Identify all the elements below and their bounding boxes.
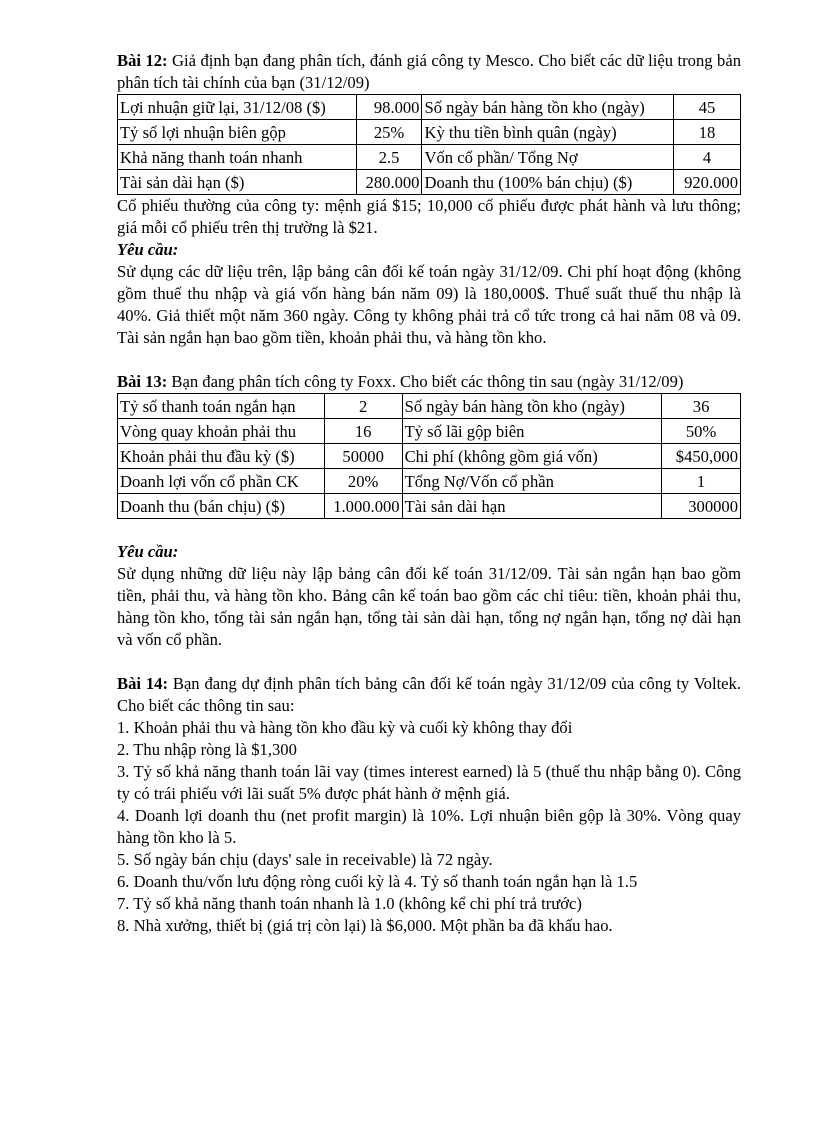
table-row [118,444,741,469]
bai14-intro-text: Bạn đang dự định phân tích bảng cân đối kế toán ngày 31/12/09 của công ty Voltek. Cho biết các thông tin sau: [117,674,741,715]
table-cell: Tỷ số lợi nhuận biên gộp [118,120,357,145]
list-item: 8. Nhà xưởng, thiết bị (giá trị còn lại) là $6,000. Một phần ba đã khấu hao. [117,916,613,935]
table-row [118,145,741,170]
table-cell: Số ngày bán hàng tồn kho (ngày) [402,394,662,419]
table-cell: 300000 [662,494,741,519]
table-row [118,170,741,195]
bai13-intro-text: Bạn đang phân tích công ty Foxx. Cho biết các thông tin sau (ngày 31/12/09) [167,372,684,391]
table-cell: 16 [324,419,402,444]
bai12-requirement-text: Sử dụng các dữ liệu trên, lập bảng cân đối kế toán ngày 31/12/09. Chi phí hoạt động (không gồm thuế thu nhập và giá vốn hàng bán năm 09) là 180,000$. Thuế suất thuế thu nhập là 40%. Giả thiết một năm 360 ngày. Công ty không phải trả cổ tức trong cả hai năm 08 và 09. Tài sản ngắn hạn bao gồm tiền, khoản phải thu, và hàng tồn kho. [117,262,741,347]
bai13-requirement-text: Sử dụng những dữ liệu này lập bảng cân đối kế toán 31/12/09. Tài sản ngắn hạn bao gồm tiền, phải thu, và hàng tồn kho. Bảng cân kế toán bao gồm các chỉ tiêu: tiền, khoản phải thu, hàng tồn kho, tổng tài sản ngắn hạn, tổng tài sản dài hạn, tổng nợ ngắn hạn, tổng nợ dài hạn và vốn cổ phần. [117,564,741,649]
table-row [118,494,741,519]
list-item: 1. Khoản phải thu và hàng tồn kho đầu kỳ và cuối kỳ không thay đổi [117,718,573,737]
table-cell: 50000 [324,444,402,469]
list-item: 2. Thu nhập ròng là $1,300 [117,740,297,759]
table-cell: Lợi nhuận giữ lại, 31/12/08 ($) [118,95,357,120]
table-cell: Tỷ số lãi gộp biên [402,419,662,444]
bai12-note: Cổ phiếu thường của công ty: mệnh giá $15; 10,000 cổ phiếu được phát hành và lưu thông; giá mỗi cổ phiếu trên thị trường là $21. [117,196,741,237]
table-cell: Chi phí (không gồm giá vốn) [402,444,662,469]
table-row [118,120,741,145]
bai12-intro [117,50,741,94]
bai14-intro [117,673,741,717]
table-cell: Khả năng thanh toán nhanh [118,145,357,170]
table-cell: Số ngày bán hàng tồn kho (ngày) [422,95,674,120]
list-item: 6. Doanh thu/vốn lưu động ròng cuối kỳ là 4. Tỷ số thanh toán ngắn hạn là 1.5 [117,872,638,891]
table-cell: 18 [674,120,741,145]
table-row [118,95,741,120]
bai13-requirement-label: Yêu cầu: [117,542,179,561]
bai12-table [117,94,741,195]
bai12-requirement-label: Yêu cầu: [117,240,179,259]
table-cell: Doanh lợi vốn cổ phần CK [118,469,325,494]
table-cell: Tài sản dài hạn ($) [118,170,357,195]
table-cell: 98.000 [356,95,422,120]
table-row [118,419,741,444]
table-cell: Tài sản dài hạn [402,494,662,519]
table-cell: 25% [356,120,422,145]
list-item: 4. Doanh lợi doanh thu (net profit margin) là 10%. Lợi nhuận biên gộp là 30%. Vòng quay hàng tồn kho là 5. [117,806,741,847]
table-cell: Kỳ thu tiền bình quân (ngày) [422,120,674,145]
bai13-label: Bài 13: [117,372,168,391]
table-cell: 1 [662,469,741,494]
table-cell: 4 [674,145,741,170]
table-cell: 920.000 [674,170,741,195]
list-item: 3. Tỷ số khả năng thanh toán lãi vay (times interest earned) là 5 (thuế thu nhập bằng 0). Công ty có trái phiếu với lãi suất 5% được phát hành ở mệnh giá. [117,762,741,803]
bai12-intro-text: Giả định bạn đang phân tích, đánh giá công ty Mesco. Cho biết các dữ liệu trong bản phân tích tài chính của bạn (31/12/09) [117,51,741,92]
table-cell: 1.000.000 [324,494,402,519]
table-cell: Tỷ số thanh toán ngắn hạn [118,394,325,419]
bai14-label: Bài 14: [117,674,168,693]
table-cell: Doanh thu (100% bán chịu) ($) [422,170,674,195]
table-cell: 20% [324,469,402,494]
bai14-list [117,717,741,937]
bai13-table [117,393,741,519]
table-cell: Vòng quay khoản phải thu [118,419,325,444]
bai12-label: Bài 12: [117,51,168,70]
table-cell: 2.5 [356,145,422,170]
table-row [118,394,741,419]
table-cell: 36 [662,394,741,419]
table-cell: Vốn cổ phần/ Tổng Nợ [422,145,674,170]
table-cell: Doanh thu (bán chịu) ($) [118,494,325,519]
bai13-intro [117,371,741,393]
table-cell: 280.000 [356,170,422,195]
table-row [118,469,741,494]
table-cell: Tổng Nợ/Vốn cổ phần [402,469,662,494]
table-cell: 45 [674,95,741,120]
table-cell: 2 [324,394,402,419]
table-cell: Khoản phải thu đầu kỳ ($) [118,444,325,469]
table-cell: 50% [662,419,741,444]
list-item: 7. Tỷ số khả năng thanh toán nhanh là 1.0 (không kể chi phí trả trước) [117,894,582,913]
list-item: 5. Số ngày bán chịu (days' sale in receivable) là 72 ngày. [117,850,493,869]
table-cell: $450,000 [662,444,741,469]
document-page [117,50,741,937]
